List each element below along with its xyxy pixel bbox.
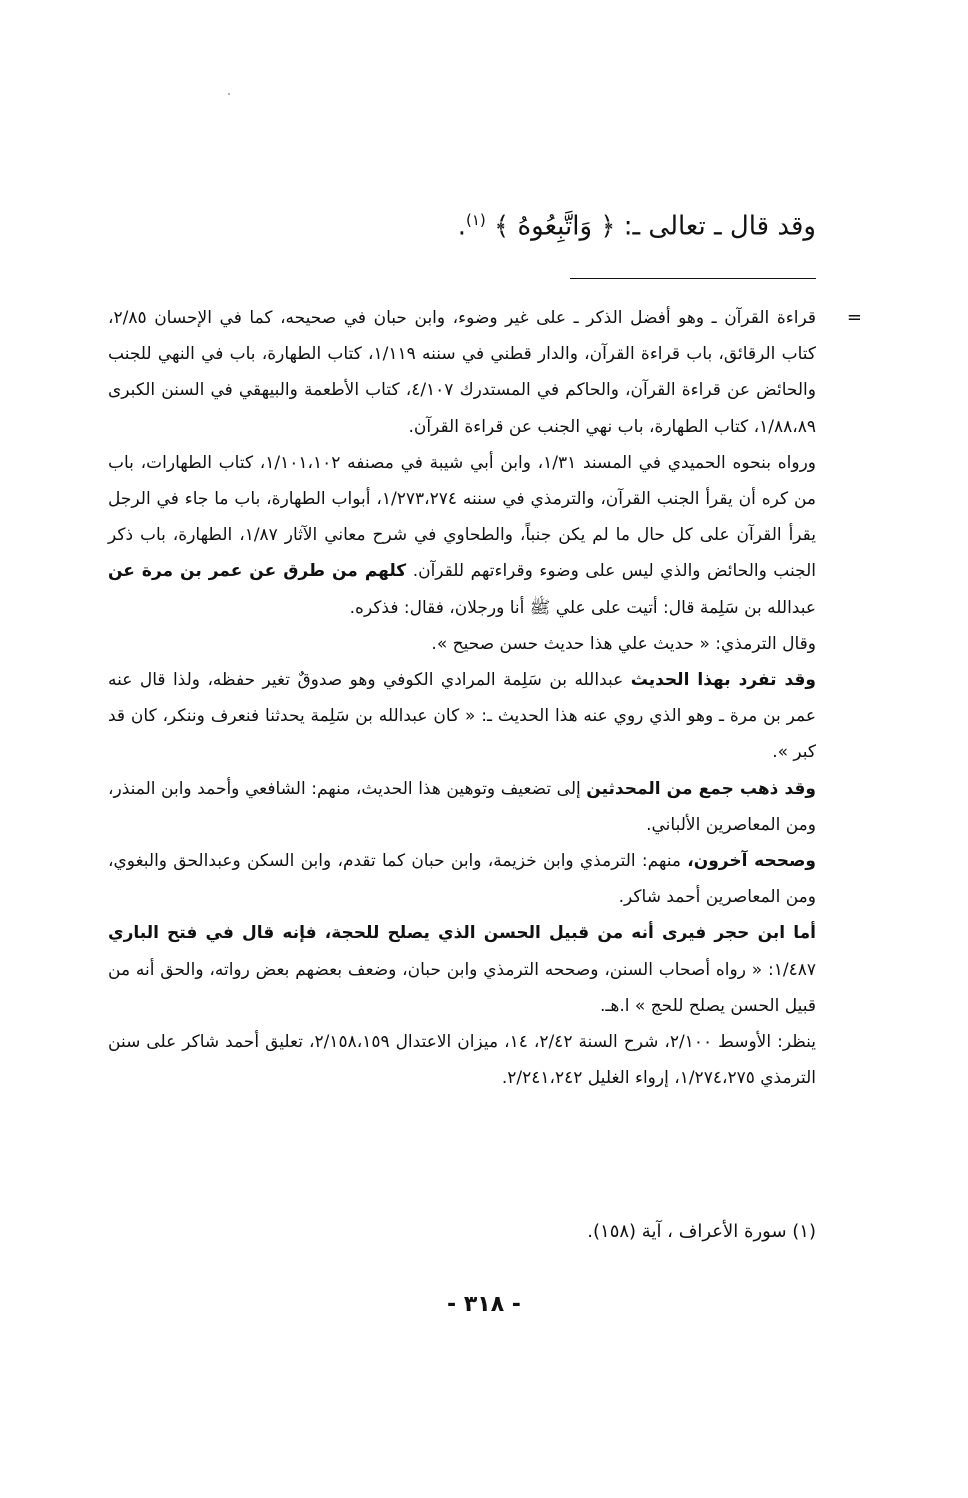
scan-speck (228, 93, 230, 95)
note-paragraph-4 (108, 662, 816, 771)
note-paragraph-7-bold: أما ابن حجر فيرى أنه من قبيل الحسن الذي يصلح للحجة، فإنه قال في فتح الباري (108, 923, 816, 944)
page-number: - ٣١٨ - (447, 1292, 521, 1317)
verse-line (120, 200, 816, 247)
note-paragraph-2 (108, 445, 816, 626)
footnote-text: سورة الأعراف ، آية (١٥٨). (587, 1221, 787, 1242)
footnote-continuation (108, 300, 862, 1096)
note-paragraph-4-bold: وقد تفرد بهذا الحديث (630, 670, 816, 691)
verse-footnote-ref: (١) (466, 211, 486, 229)
note-paragraph-3: وقال الترمذي: « حديث علي هذا حديث حسن صحيح ». (431, 633, 816, 654)
note-paragraph-6 (108, 843, 816, 915)
note-paragraph-5-rest: إلى تضعيف وتوهين هذا الحديث، منهم: الشافعي وأحمد وابن المنذر، ومن المعاصرين الألباني. (108, 778, 816, 835)
note-paragraph-6-bold: وصححه آخرون، (687, 851, 816, 872)
note-paragraph-4-rest: عبدالله بن سَلِمة المرادي الكوفي وهو صدوقٌ تغير حفظه، ولذا قال عنه عمر بن مرة ـ وهو الذي روي عنه هذا الحديث ـ: « كان عبدالله بن سَلِمة يحدثنا فنعرف وننكر، كان قد كبر ». (108, 670, 816, 763)
continuation-mark: = (846, 307, 862, 328)
verse-text: وقد قال ـ تعالى ـ: ﴿ وَاتَّبِعُوهُ ﴾ (494, 211, 816, 242)
footnote-marker: (١) (792, 1221, 816, 1242)
note-paragraph-2-lead: ورواه بنحوه الحميدي في المسند ١/٣١، وابن أبي شيبة في مصنفه ١/١٠١،١٠٢، كتاب الطهارات، باب من كره أن يقرأ الجنب القرآن، والترمذي في سننه ١/٢٧٣،٢٧٤، أبواب الطهارة، باب ما جاء في الرجل يقرأ القرآن على كل حال ما لم يكن جنباً، والطحاوي في شرح معاني الآثار ١/٨٧، الطهارة، باب ذكر الجنب والحائض والذي ليس على وضوء وقراءتهم للقرآن. (108, 452, 817, 582)
note-paragraph-8: ينظر: الأوسط ٢/١٠٠، شرح السنة ٢/٤٢، ١٤، ميزان الاعتدال ٢/١٥٨،١٥٩، تعليق أحمد شاكر على سنن الترمذي ١/٢٧٤،٢٧٥، إرواء الغليل ٢/٢٤١،٢٤٢. (108, 1032, 817, 1089)
note-paragraph-5 (108, 771, 816, 843)
note-paragraph-7 (108, 915, 816, 1024)
footnote-divider (570, 278, 816, 279)
note-paragraph-5-bold: وقد ذهب جمع من المحدثين (586, 778, 817, 799)
verse-end: . (457, 211, 466, 242)
footnote-1 (108, 1214, 816, 1250)
note-paragraph-6-rest: منهم: الترمذي وابن خزيمة، وابن حبان كما تقدم، وابن السكن وعبدالحق والبغوي، ومن المعاصرين أحمد شاكر. (108, 851, 816, 908)
note-paragraph-1: قراءة القرآن ـ وهو أفضل الذكر ـ على غير وضوء، وابن حبان في صحيحه، كما في الإحسان ٢/٨٥، كتاب الرقائق، باب قراءة القرآن، والدار قطني في سننه ١/١١٩، كتاب الطهارة، باب في النهي للجنب والحائض عن قراءة القرآن، والحاكم في المستدرك ٤/١٠٧، كتاب الأطعمة والبيهقي في السنن الكبرى ١/٨٨،٨٩، كتاب الطهارة، باب نهي الجنب عن قراءة القرآن. (108, 308, 816, 437)
note-paragraph-2-tail: عبدالله بن سَلِمة قال: أتيت على علي ﷺ أنا ورجلان، فقال: فذكره. (349, 597, 816, 618)
note-paragraph-2-bold: كلهم من طرق عن عمر بن مرة عن (108, 561, 407, 582)
note-paragraph-7-rest: ١/٤٨٧: « رواه أصحاب السنن، وصححه الترمذي وابن حبان، وضعف بعضهم بعض رواته، والحق أنه من قبيل الحسن يصلح للحج » ا.هـ. (108, 959, 816, 1016)
